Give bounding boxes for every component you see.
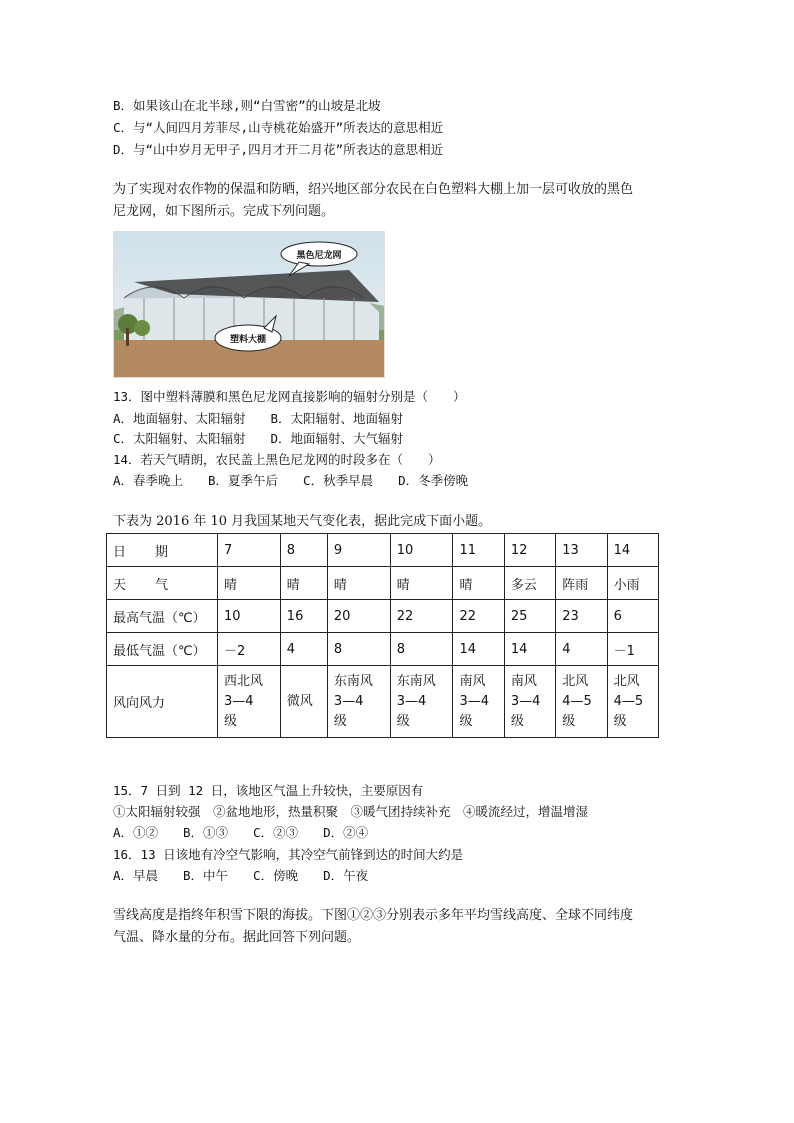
greenhouse-intro-line-2: 尼龙网，如下图所示。完成下列问题。 <box>113 204 335 219</box>
q15-options: A．①② B．①③ C．②③ D．②④ <box>113 825 369 840</box>
min-temp-cell: 14 <box>504 633 555 666</box>
weather-cell: 小雨 <box>607 567 658 600</box>
max-temp-row <box>107 600 659 633</box>
table-intro: 下表为 2016 年 10 月我国某地天气变化表，据此完成下面小题。 <box>113 514 492 529</box>
q13-stem: 13．图中塑料薄膜和黑色尼龙网直接影响的辐射分别是（ ） <box>113 389 466 404</box>
date-cell: 12 <box>504 534 555 567</box>
date-cell: 9 <box>327 534 390 567</box>
option-c-text: C．与“人间四月芳菲尽,山寺桃花始盛开”所表达的意思相近 <box>113 120 444 135</box>
max-temp-cell: 25 <box>504 600 555 633</box>
label-date: 日 期 <box>107 534 218 567</box>
min-temp-cell: 4 <box>556 633 607 666</box>
callout-net-label: 黑色尼龙网 <box>296 251 342 261</box>
wind-cell: 东南风 3—4 级 <box>327 666 390 738</box>
max-temp-cell: 6 <box>607 600 658 633</box>
q15-items: ①太阳辐射较强 ②盆地地形，热量积聚 ③暖气团持续补充 ④暖流经过，增温增湿 <box>113 804 589 819</box>
weather-cell: 晴 <box>390 567 453 600</box>
label-wind: 风向风力 <box>107 666 218 738</box>
snowline-intro-line-2: 气温、降水量的分布。据此回答下列问题。 <box>113 930 361 945</box>
min-temp-cell: －1 <box>607 633 658 666</box>
min-temp-cell: －2 <box>218 633 281 666</box>
q16-options: A．早晨 B．中午 C．傍晚 D．午夜 <box>113 868 369 883</box>
q13-options-row1: A．地面辐射、太阳辐射 B．太阳辐射、地面辐射 <box>113 411 404 426</box>
label-min-temp: 最低气温（℃） <box>107 633 218 666</box>
q13-options-row2: C．太阳辐射、太阳辐射 D．地面辐射、大气辐射 <box>113 431 404 446</box>
min-temp-cell: 4 <box>280 633 327 666</box>
date-cell: 11 <box>453 534 504 567</box>
max-temp-cell: 22 <box>390 600 453 633</box>
max-temp-cell: 22 <box>453 600 504 633</box>
max-temp-cell: 16 <box>280 600 327 633</box>
max-temp-cell: 20 <box>327 600 390 633</box>
max-temp-cell: 23 <box>556 600 607 633</box>
greenhouse-illustration <box>114 232 384 377</box>
weather-cell: 晴 <box>218 567 281 600</box>
weather-cell: 多云 <box>504 567 555 600</box>
snowline-intro-line-1: 雪线高度是指终年积雪下限的海拔。下图①②③分别表示多年平均雪线高度、全球不同纬度 <box>113 908 634 923</box>
date-cell: 7 <box>218 534 281 567</box>
weather-cell: 晴 <box>280 567 327 600</box>
wind-cell: 东南风 3—4 级 <box>390 666 453 738</box>
min-temp-row <box>107 633 659 666</box>
wind-row <box>107 666 659 738</box>
q14-stem: 14．若天气晴朗，农民盖上黑色尼龙网的时段多在（ ） <box>113 452 441 467</box>
weather-table <box>106 533 659 738</box>
label-weather: 天 气 <box>107 567 218 600</box>
option-d-text: D．与“山中岁月无甲子,四月才开二月花”所表达的意思相近 <box>113 142 444 157</box>
weather-cell: 晴 <box>327 567 390 600</box>
weather-row <box>107 567 659 600</box>
wind-cell: 南风 3—4 级 <box>453 666 504 738</box>
date-row <box>107 534 659 567</box>
wind-cell: 微风 <box>280 666 327 738</box>
min-temp-cell: 14 <box>453 633 504 666</box>
date-cell: 8 <box>280 534 327 567</box>
max-temp-cell: 10 <box>218 600 281 633</box>
wind-cell: 西北风 3—4 级 <box>218 666 281 738</box>
greenhouse-intro-line-1: 为了实现对农作物的保温和防晒，绍兴地区部分农民在白色塑料大棚上加一层可收放的黑色 <box>113 182 634 197</box>
date-cell: 14 <box>607 534 658 567</box>
min-temp-cell: 8 <box>390 633 453 666</box>
wind-cell: 南风 3—4 级 <box>504 666 555 738</box>
wind-cell: 北风 4—5 级 <box>607 666 658 738</box>
greenhouse-photo <box>113 231 385 378</box>
min-temp-cell: 8 <box>327 633 390 666</box>
date-cell: 10 <box>390 534 453 567</box>
wind-cell: 北风 4—5 级 <box>556 666 607 738</box>
option-b-text: B．如果该山在北半球,则“白雪密”的山坡是北坡 <box>113 98 381 113</box>
callout-shed-label: 塑料大棚 <box>229 335 267 345</box>
weather-cell: 阵雨 <box>556 567 607 600</box>
weather-cell: 晴 <box>453 567 504 600</box>
q14-options: A．春季晚上 B．夏季午后 C．秋季早晨 D．冬季傍晚 <box>113 473 469 488</box>
q16-stem: 16．13 日该地有冷空气影响，其冷空气前锋到达的时间大约是 <box>113 847 464 862</box>
label-max-temp: 最高气温（℃） <box>107 600 218 633</box>
q15-stem: 15．7 日到 12 日，该地区气温上升较快，主要原因有 <box>113 783 424 798</box>
date-cell: 13 <box>556 534 607 567</box>
